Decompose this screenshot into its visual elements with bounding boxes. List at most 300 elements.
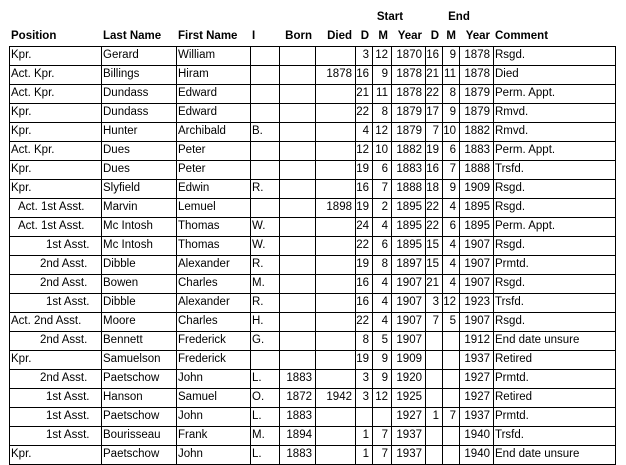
cell-end-month [442,426,459,445]
table-row [9,103,615,122]
cell-start-month: 10 [375,144,388,156]
cell-end-year: 1907 [464,277,490,289]
cell-died [315,46,355,65]
cell-comment: Rsgd. [495,239,526,251]
cell-position: Kpr. [11,163,32,175]
column-gridline [176,46,177,465]
cell-comment: Trsfd. [495,163,524,175]
cell-end-month: 9 [449,49,456,61]
cell-born: 1883 [286,372,312,384]
cell-start-year: 1937 [396,429,422,441]
cell-died [315,103,355,122]
cell-born [279,160,315,179]
cell-first-name: Frederick [178,353,226,365]
cell-comment: Trsfd. [495,429,524,441]
cell-end-day: 22 [426,201,439,213]
row-gridline [9,369,615,370]
cell-end-month [442,350,459,369]
column-header-comment: Comment [495,30,549,42]
row-gridline [9,179,615,180]
cell-initial [250,84,279,103]
cell-start-year: 1895 [396,201,422,213]
cell-end-day: 16 [426,163,439,175]
cell-start-month: 4 [381,315,388,327]
cell-end-day [425,426,442,445]
cell-initial: H. [252,315,264,327]
row-gridline [9,236,615,237]
cell-end-year: 1907 [464,315,490,327]
cell-start-day: 16 [356,277,369,289]
cell-start-month: 11 [376,87,388,99]
cell-end-year: 1878 [464,68,490,80]
cell-position: Act. 1st Asst. [18,201,85,213]
column-gridline [459,46,460,465]
cell-comment: Rmvd. [495,125,529,137]
cell-start-month: 6 [381,163,388,175]
cell-initial: L. [252,372,262,384]
cell-first-name: John [178,410,203,422]
cell-end-year: 1907 [464,258,490,270]
group-header-row [9,8,615,27]
cell-end-month: 4 [449,239,456,251]
cell-start-month: 9 [381,353,388,365]
cell-start-month: 7 [381,429,388,441]
cell-first-name: William [178,49,216,61]
cell-last-name: Dibble [103,296,136,308]
cell-start-month: 9 [381,372,388,384]
cell-start-year: 1907 [396,334,422,346]
cell-end-year: 1895 [464,201,490,213]
column-gridline [391,46,392,465]
cell-end-day [425,350,442,369]
cell-died [315,236,355,255]
cell-last-name: Dues [103,144,130,156]
cell-last-name: Paetschow [103,448,160,460]
cell-last-name: Dundass [103,106,149,118]
cell-first-name: Charles [178,277,218,289]
table-row [9,122,615,141]
cell-born [279,84,315,103]
cell-initial: M. [252,429,265,441]
cell-comment: Rmvd. [495,106,529,118]
cell-died [315,160,355,179]
cell-end-year: 1883 [464,144,490,156]
cell-born: 1894 [286,429,312,441]
cell-first-name: Archibald [178,125,226,137]
cell-first-name: Frederick [178,334,226,346]
cell-first-name: Edward [178,87,217,99]
cell-initial [250,198,279,217]
cell-last-name: Bourisseau [103,429,161,441]
row-gridline [9,388,615,389]
row-gridline [9,160,615,161]
cell-start-year: 1920 [396,372,422,384]
cell-last-name: Dundass [103,87,149,99]
column-header-first-name: First Name [178,30,238,42]
table-row [9,369,615,388]
cell-start-year: 1907 [396,315,422,327]
cell-last-name: Dues [103,163,130,175]
cell-died [315,331,355,350]
column-header-last-name: Last Name [103,30,162,42]
column-header-end-day: D [430,30,439,42]
cell-end-month [442,369,459,388]
cell-start-year: 1882 [396,144,422,156]
row-gridline [9,274,615,275]
column-header-start-year: Year [397,30,422,42]
cell-initial [250,350,279,369]
cell-position: Act. Kpr. [11,144,55,156]
row-gridline [9,445,615,446]
row-gridline [9,141,615,142]
row-gridline [9,255,615,256]
cell-start-day: 19 [356,201,369,213]
cell-end-month [442,388,459,407]
table-row [9,46,615,65]
cell-born: 1883 [286,410,312,422]
column-gridline [355,46,356,465]
cell-start-month: 12 [375,391,388,403]
column-header-position: Position [11,30,57,42]
row-gridline [9,350,615,351]
cell-end-month [442,331,459,350]
cell-died [315,350,355,369]
cell-initial: M. [252,277,265,289]
row-gridline [9,122,615,123]
cell-comment: Prmtd. [495,258,529,270]
cell-died [315,84,355,103]
cell-start-month: 4 [381,296,388,308]
cell-position: Kpr. [11,49,32,61]
cell-start-year: 1897 [396,258,422,270]
cell-born [279,274,315,293]
row-gridline [9,46,615,47]
cell-first-name: Edwin [178,182,210,194]
row-gridline [9,217,615,218]
cell-initial: G. [252,334,265,346]
end-group-header: End [448,11,470,23]
cell-end-month [442,445,459,464]
cell-end-month: 7 [449,410,456,422]
cell-start-day [355,407,372,426]
table-row [9,236,615,255]
cell-position: 2nd Asst. [40,277,88,289]
cell-initial: L. [252,448,262,460]
cell-comment: Rsgd. [495,277,526,289]
cell-position: 2nd Asst. [40,372,88,384]
cell-start-year: 1925 [396,391,422,403]
column-header-born: Born [285,30,312,42]
cell-end-year: 1895 [464,220,490,232]
cell-position: Act. Kpr. [11,68,55,80]
cell-initial [250,46,279,65]
cell-comment: Rsgd. [495,201,526,213]
cell-start-day: 22 [356,239,369,251]
table-row [9,160,615,179]
cell-end-year: 1940 [464,429,490,441]
cell-first-name: John [178,448,203,460]
cell-start-year: 1883 [396,163,422,175]
cell-born [279,198,315,217]
cell-end-month: 5 [449,315,456,327]
table-row [9,407,615,426]
cell-position: 1st Asst. [46,296,90,308]
cell-first-name: Charles [178,315,218,327]
cell-position: Act. Kpr. [11,87,55,99]
cell-position: Kpr. [11,125,32,137]
cell-position: 2nd Asst. [40,258,88,270]
cell-born [279,331,315,350]
cell-born [279,141,315,160]
cell-born [279,46,315,65]
cell-end-day: 22 [426,87,439,99]
cell-start-day: 12 [356,144,369,156]
column-header-row [9,27,615,46]
cell-start-day: 24 [356,220,369,232]
cell-end-year: 1879 [464,106,490,118]
cell-end-day: 1 [432,410,439,422]
cell-first-name: Peter [178,144,206,156]
cell-last-name: Dibble [103,258,136,270]
cell-end-day: 21 [426,277,439,289]
cell-first-name: Frank [178,429,208,441]
cell-start-month: 7 [381,182,388,194]
cell-born [279,103,315,122]
cell-start-month [372,407,391,426]
cell-end-month: 7 [449,163,456,175]
cell-end-year: 1907 [464,239,490,251]
cell-born [279,255,315,274]
cell-position: 1st Asst. [46,391,90,403]
cell-end-day: 15 [426,258,439,270]
column-gridline [279,46,280,465]
cell-end-month: 4 [449,277,456,289]
row-gridline [9,198,615,199]
cell-initial [250,65,279,84]
column-gridline [9,46,10,465]
cell-start-day: 16 [356,296,369,308]
cell-end-day: 16 [426,49,439,61]
cell-start-month: 8 [381,258,388,270]
cell-comment: Perm. Appt. [495,87,556,99]
column-gridline [425,46,426,465]
cell-end-month: 8 [449,87,456,99]
table-row [9,350,615,369]
cell-first-name: Samuel [178,391,217,403]
column-gridline [442,46,443,465]
cell-start-month: 9 [381,68,388,80]
cell-start-year: 1870 [396,49,422,61]
cell-end-month: 10 [443,125,456,137]
cell-end-day: 17 [426,106,439,118]
cell-comment: Prmtd. [495,372,529,384]
cell-start-day: 3 [362,372,369,384]
cell-end-month: 12 [443,296,456,308]
cell-born: 1883 [286,448,312,460]
cell-comment: Rsgd. [495,49,526,61]
cell-end-year: 1882 [464,125,490,137]
cell-born: 1872 [286,391,312,403]
cell-end-day [425,331,442,350]
cell-position: 1st Asst. [46,410,90,422]
cell-first-name: John [178,372,203,384]
column-gridline [250,46,251,465]
cell-died [315,426,355,445]
cell-initial: R. [252,296,264,308]
cell-comment: Retired [495,391,533,403]
start-group-header: Start [376,11,404,23]
cell-died [315,122,355,141]
cell-died [315,179,355,198]
cell-died [315,217,355,236]
cell-comment: Rsgd. [495,315,526,327]
column-gridline [615,46,616,465]
cell-last-name: Paetschow [103,372,160,384]
cell-start-day: 19 [356,353,369,365]
cell-last-name: Hunter [103,125,138,137]
cell-start-month: 12 [375,125,388,137]
cell-first-name: Thomas [178,220,220,232]
cell-last-name: Marvin [103,201,138,213]
cell-last-name: Gerard [103,49,139,61]
cell-last-name: Hanson [103,391,143,403]
table-row [9,445,615,464]
cell-last-name: Paetschow [103,410,160,422]
cell-initial [250,141,279,160]
cell-start-year: 1907 [396,277,422,289]
cell-end-year: 1937 [464,410,490,422]
cell-born [279,312,315,331]
cell-start-month: 8 [381,106,388,118]
cell-start-month: 6 [381,239,388,251]
cell-start-day: 1 [362,429,369,441]
cell-start-year: 1895 [396,220,422,232]
cell-start-day: 22 [356,315,369,327]
cell-first-name: Alexander [178,296,230,308]
table-row [9,217,615,236]
cell-start-day: 16 [356,68,369,80]
cell-first-name: Hiram [178,68,209,80]
row-gridline [9,103,615,104]
cell-start-month: 4 [381,220,388,232]
cell-position: 1st Asst. [46,239,90,251]
table-row [9,293,615,312]
cell-died [315,141,355,160]
cell-start-day: 3 [362,391,369,403]
table-row [9,179,615,198]
cell-born [279,217,315,236]
cell-end-year: 1927 [464,391,490,403]
cell-initial [250,160,279,179]
table-row [9,312,615,331]
cell-last-name: Bowen [103,277,139,289]
cell-first-name: Edward [178,106,217,118]
cell-end-day [425,445,442,464]
cell-end-day: 18 [426,182,439,194]
cell-end-year: 1878 [464,49,490,61]
cell-start-year: 1927 [396,410,422,422]
cell-initial: O. [252,391,265,403]
column-gridline [493,46,494,465]
column-gridline [315,46,316,465]
cell-end-day: 22 [426,220,439,232]
table-row [9,274,615,293]
cell-start-year: 1909 [396,353,422,365]
row-gridline [9,331,615,332]
cell-born [279,179,315,198]
cell-initial: L. [252,410,262,422]
cell-end-month: 6 [449,144,456,156]
cell-died [315,407,355,426]
cell-end-day: 7 [432,125,439,137]
cell-end-year: 1940 [464,448,490,460]
cell-last-name: Slyfield [103,182,141,194]
cell-start-month: 12 [375,49,388,61]
cell-end-year: 1937 [464,353,490,365]
cell-comment: End date unsure [495,334,580,346]
cell-end-month: 4 [449,201,456,213]
cell-start-day: 4 [362,125,369,137]
column-gridline [101,46,102,465]
cell-initial: W. [252,239,266,251]
column-header-end-month: M [446,30,456,42]
cell-start-year: 1878 [396,68,422,80]
cell-born [279,122,315,141]
cell-died [315,274,355,293]
cell-died: 1942 [326,391,352,403]
cell-start-day: 1 [362,448,369,460]
column-header-initial: I [252,30,256,42]
cell-position: Kpr. [11,106,32,118]
cell-position: Kpr. [11,353,32,365]
cell-end-year: 1923 [464,296,490,308]
cell-start-year: 1888 [396,182,422,194]
cell-last-name: Moore [103,315,136,327]
cell-initial: B. [252,125,263,137]
column-gridline [372,46,373,465]
cell-start-month: 2 [381,201,388,213]
row-gridline [9,312,615,313]
cell-first-name: Thomas [178,239,220,251]
table-row [9,426,615,445]
cell-end-month: 9 [449,182,456,194]
row-gridline [9,407,615,408]
cell-comment: End date unsure [495,448,580,460]
cell-end-day: 15 [426,239,439,251]
cell-start-day: 19 [356,258,369,270]
cell-first-name: Lemuel [178,201,216,213]
cell-initial [250,103,279,122]
cell-comment: Died [495,68,519,80]
cell-comment: Retired [495,353,533,365]
cell-end-day: 21 [426,68,439,80]
table-row [9,65,615,84]
cell-end-year: 1888 [464,163,490,175]
cell-initial: R. [252,182,264,194]
table-row [9,141,615,160]
column-header-end-year: Year [465,30,490,42]
cell-end-year: 1909 [464,182,490,194]
cell-first-name: Alexander [178,258,230,270]
cell-position: Kpr. [11,182,32,194]
cell-end-year: 1879 [464,87,490,99]
cell-start-year: 1879 [396,125,422,137]
cell-end-year: 1912 [464,334,490,346]
cell-born [279,236,315,255]
cell-start-month: 4 [381,277,388,289]
row-gridline [9,426,615,427]
cell-died: 1898 [326,201,352,213]
